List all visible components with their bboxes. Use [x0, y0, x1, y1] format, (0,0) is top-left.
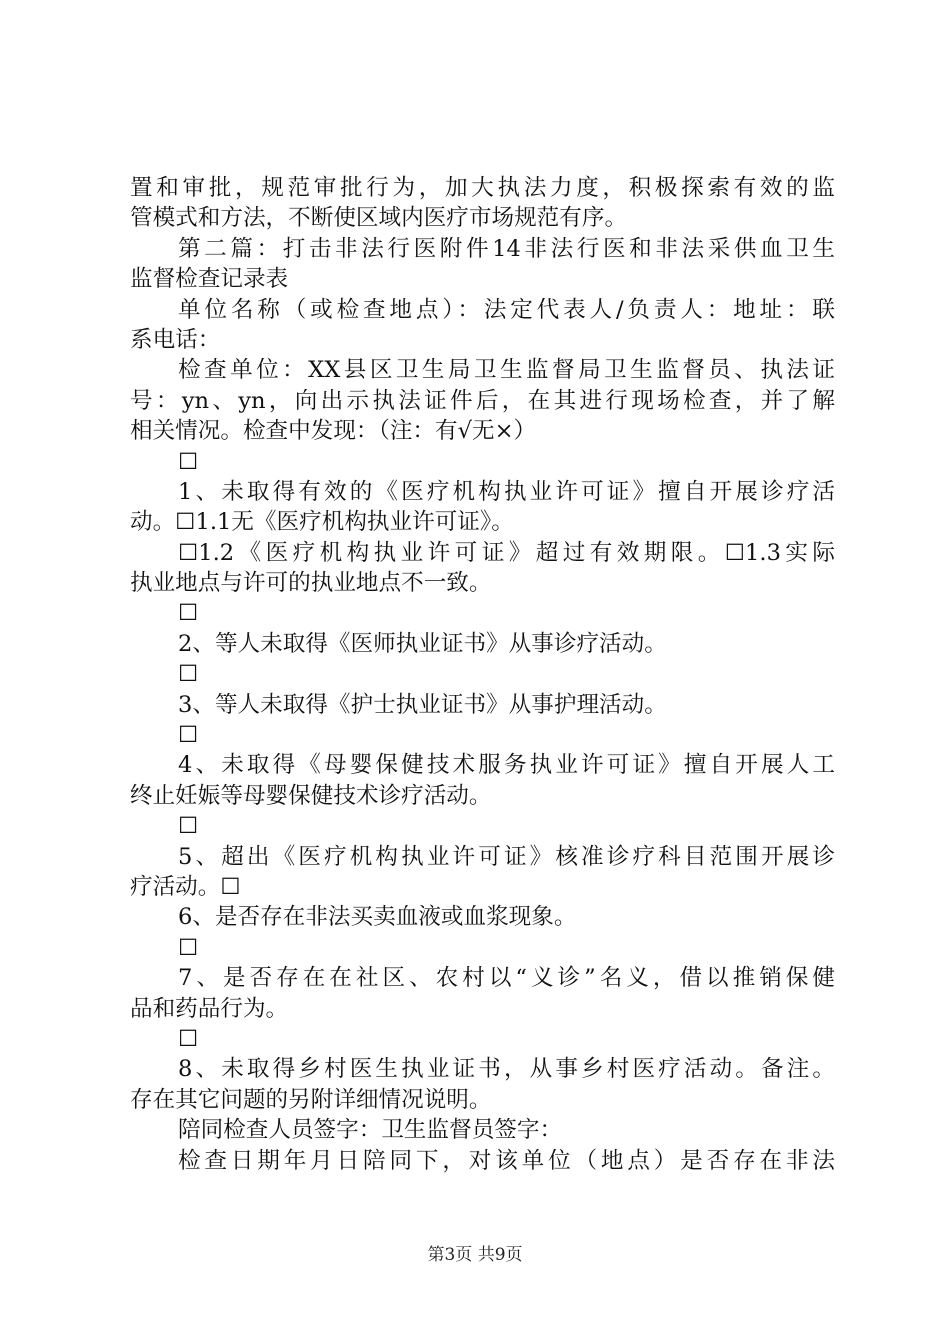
checkbox-glyph: ☐ [178, 722, 199, 749]
text-line: 存在其它问题的另附详细情况说明。 [130, 1086, 492, 1113]
checklist-item: 执业地点与许可的执业地点不一致。 [130, 570, 492, 597]
text-line: 管模式和方法，不断使区域内医疗市场规范有序。 [130, 205, 628, 232]
page-number-footer: 第3页 共9页 [427, 1245, 523, 1265]
text-line: 检查日期年月日陪同下，对该单位（地点）是否存在非法 [178, 1147, 835, 1174]
checklist-item: 8、未取得乡村医生执业证书，从事乡村医疗活动。备注。 [178, 1056, 835, 1083]
checklist-item: 4、未取得《母婴保健技术服务执业许可证》擅自开展人工 [178, 752, 835, 779]
section-heading-line: 监督检查记录表 [130, 266, 289, 293]
checkbox-glyph: ☐ [178, 1025, 199, 1052]
text-line: 号：yn、yn，向出示执法证件后，在其进行现场检查，并了解 [130, 387, 835, 414]
text-line: 系电话： [130, 326, 221, 353]
checklist-item: 疗活动。☐ [130, 873, 241, 900]
checklist-item: 终止妊娠等母婴保健技术诊疗活动。 [130, 782, 492, 809]
section-heading-line: 第二篇：打击非法行医附件14非法行医和非法采供血卫生 [178, 235, 835, 262]
checkbox-glyph: ☐ [178, 600, 199, 627]
checklist-item: 2、等人未取得《医师执业证书》从事诊疗活动。 [178, 630, 667, 657]
checkbox-glyph: ☐ [178, 934, 199, 961]
text-line: 相关情况。检查中发现：（注：有√无×） [130, 418, 537, 445]
text-line: 单位名称（或检查地点）：法定代表人/负责人：地址：联 [178, 296, 835, 323]
checklist-item: ☐1.2《医疗机构执业许可证》超过有效期限。☐1.3实际 [178, 539, 835, 566]
checklist-item: 品和药品行为。 [130, 995, 289, 1022]
checklist-item: 3、等人未取得《护士执业证书》从事护理活动。 [178, 691, 667, 718]
signature-line: 陪同检查人员签字：卫生监督员签字： [178, 1117, 563, 1144]
text-line: 检查单位：XX县区卫生局卫生监督局卫生监督员、执法证 [178, 357, 835, 384]
checkbox-glyph: ☐ [178, 448, 199, 475]
text-line: 置和审批，规范审批行为，加大执法力度，积极探索有效的监 [130, 175, 835, 201]
checklist-item: 1、未取得有效的《医疗机构执业许可证》擅自开展诊疗活 [178, 478, 835, 505]
checklist-item: 动。☐1.1无《医疗机构执业许可证》。 [130, 509, 514, 536]
checklist-item: 7、是否存在在社区、农村以“义诊”名义，借以推销保健 [178, 965, 835, 992]
checkbox-glyph: ☐ [178, 661, 199, 688]
document-body [130, 173, 835, 1176]
checklist-item: 5、超出《医疗机构执业许可证》核准诊疗科目范围开展诊 [178, 843, 835, 870]
checklist-item: 6、是否存在非法买卖血液或血浆现象。 [178, 904, 577, 931]
checkbox-glyph: ☐ [178, 813, 199, 840]
